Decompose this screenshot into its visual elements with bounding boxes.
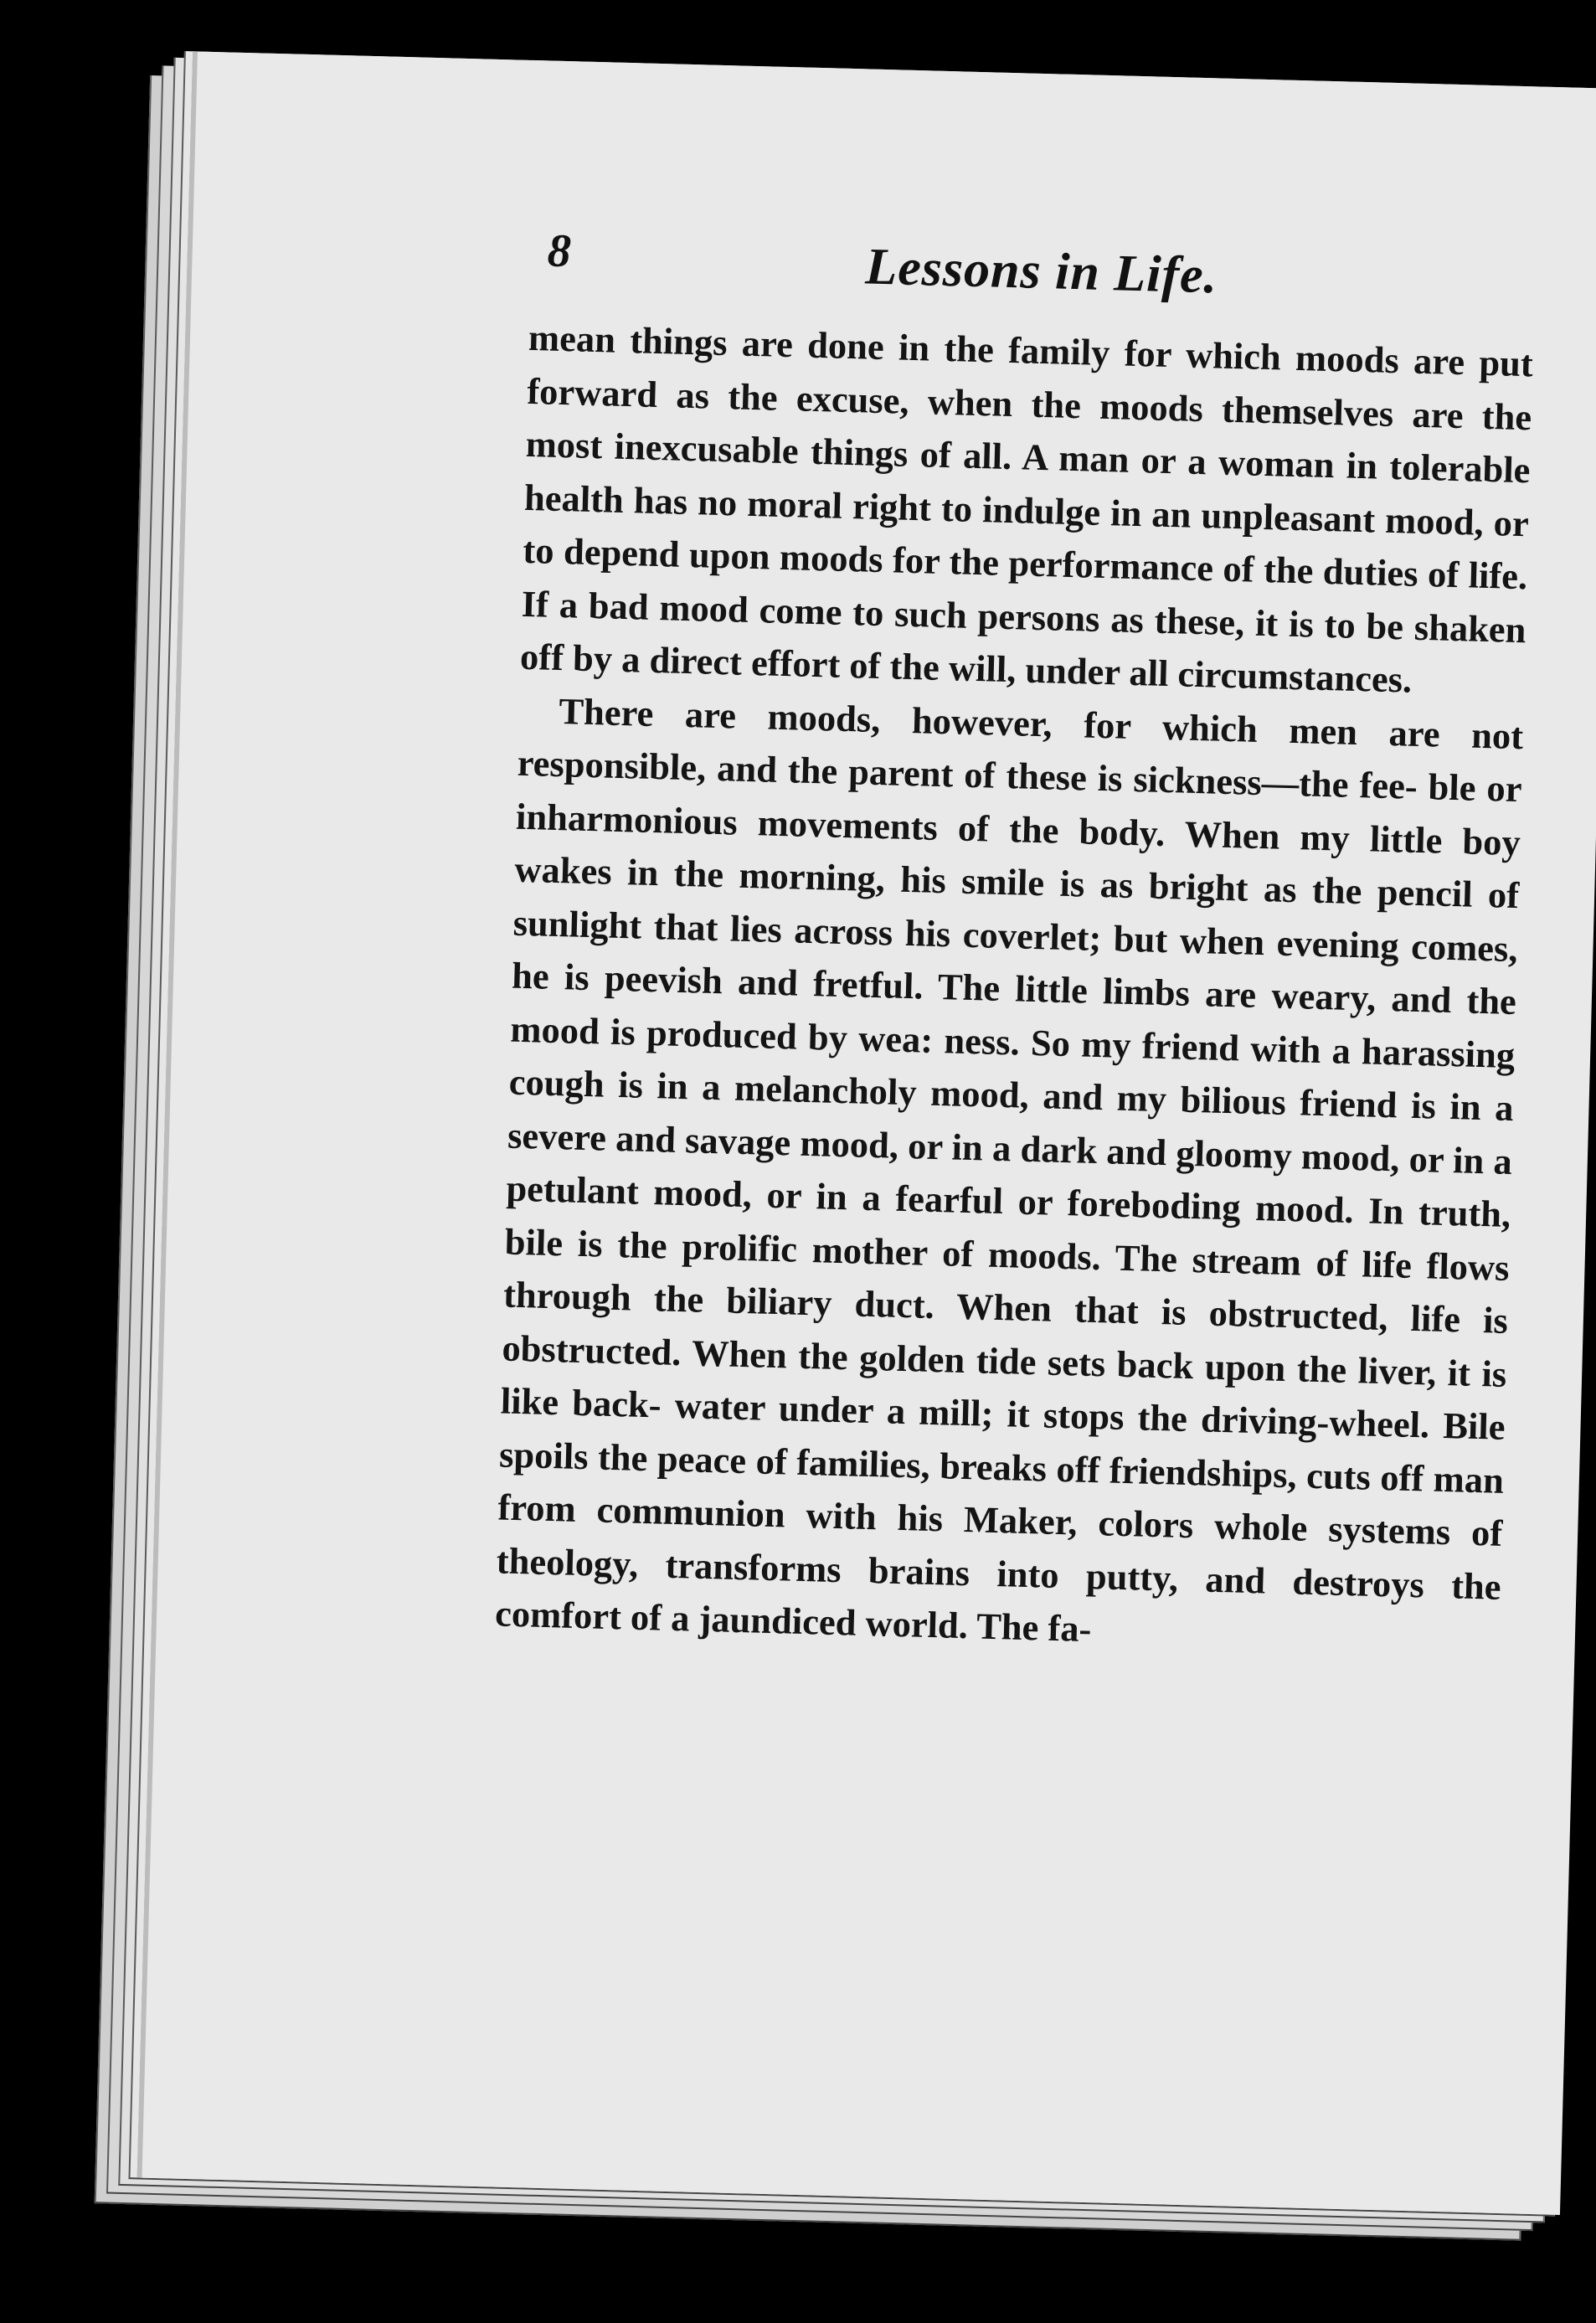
book-page	[136, 51, 1596, 2215]
page-header	[547, 224, 1511, 316]
book-spread	[94, 50, 1596, 2248]
page-number: 8	[547, 224, 572, 278]
paragraph-2: There are moods, however, for which men are not responsible, and the parent of these is sickness—the fee- ble or inharmonious movements of the body. When my little boy wakes in the morning, his smile is as bright as the pencil of sunlight that lies across his coverlet; but when evening comes, he is peevish and fretful. The little limbs are weary, and the mood is produced by wea: ness. So my friend with a harassing cough is in a melancholy mood, and my bilious friend is in a severe and savage mood, or in a dark and gloomy mood, or in a petulant mood, or in a fearful or foreboding mood. In truth, bile is the prolific mother of moods. The stream of life flows through the biliary duct. When that is obstructed, life is obstructed. When the golden tide sets back upon the liver, it is like back- water under a mill; it stops the driving-wheel. Bile spoils the peace of families, breaks off friendships, cuts off man from communion with his Maker, colors whole systems of theology, transforms brains into putty, and destroys the comfort of a jaundiced world. The fa-	[494, 689, 1524, 1651]
body-text	[494, 312, 1533, 1666]
paragraph-1: mean things are done in the family for which moods are put forward as the excuse, when the moods themselves are the most inexcusable things of all. A man or a woman in tolerable health has no moral right to indulge in an unpleasant mood, or to depend upon moods for the performance of the duties of life. If a bad mood come to such persons as these, it is to be shaken off by a direct effort of the will, under all circumstances.	[519, 316, 1534, 701]
running-title: Lessons in Life.	[864, 238, 1219, 305]
